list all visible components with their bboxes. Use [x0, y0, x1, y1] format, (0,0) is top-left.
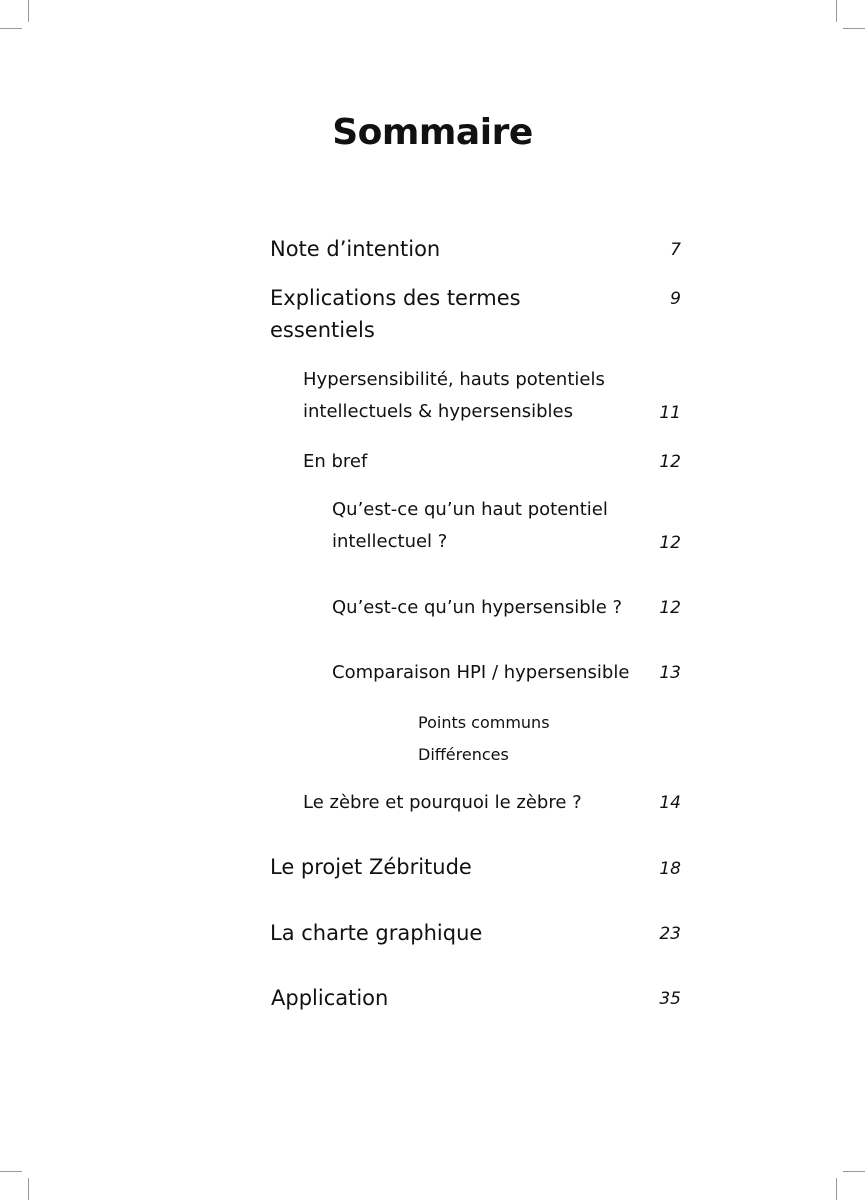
toc-entry-label: En bref [303, 451, 368, 472]
toc-entry-label: Comparaison HPI / hypersensible [332, 662, 630, 683]
toc-entry-en-bref[interactable] [303, 446, 367, 478]
toc-entry-label: Qu’est-ce qu’un haut potentiel [332, 499, 608, 520]
toc-page-number: 18 [659, 859, 681, 879]
toc-page-number: 12 [659, 598, 681, 618]
toc-entry-label: Différences [418, 745, 509, 764]
toc-entry-zebre[interactable] [303, 787, 582, 819]
toc-entry-hypersensibilite[interactable] [303, 364, 605, 428]
toc-entry-comparaison[interactable] [332, 657, 629, 689]
toc-page-number: 12 [659, 533, 681, 553]
toc-entry-points-communs[interactable] [418, 707, 550, 739]
toc-entry-explications[interactable] [270, 282, 521, 346]
toc-entry-note[interactable] [270, 233, 440, 265]
toc-page-number: 11 [659, 403, 681, 423]
toc-entry-label: Le zèbre et pourquoi le zèbre ? [303, 792, 582, 813]
page-title: Sommaire [332, 112, 533, 154]
toc-page-number: 13 [659, 663, 681, 683]
toc-entry-label: essentiels [270, 318, 375, 342]
toc-page-number: 7 [670, 240, 681, 260]
toc-entry-label: intellectuel ? [332, 531, 448, 552]
toc-entry-label: Note d’intention [270, 237, 441, 261]
toc-entry-application[interactable] [271, 982, 388, 1014]
toc-entry-label: intellectuels & hypersensibles [303, 401, 573, 422]
toc-entry-label: Application [271, 986, 389, 1010]
toc-page-number: 23 [659, 924, 681, 944]
toc-entry-hpi[interactable] [332, 494, 608, 558]
toc-page-number: 35 [659, 989, 681, 1009]
toc-entry-label: Le projet Zébritude [270, 855, 472, 879]
toc-entry-label: Qu’est-ce qu’un hypersensible ? [332, 597, 623, 618]
toc-page-number: 14 [659, 793, 681, 813]
toc-entry-hypersensible[interactable] [332, 592, 622, 624]
toc-entry-label: Hypersensibilité, hauts potentiels [303, 369, 605, 390]
toc-entry-label: La charte graphique [270, 921, 483, 945]
toc-entry-label: Explications des termes [270, 286, 521, 310]
toc-entry-label: Points communs [418, 713, 550, 732]
toc-entry-charte[interactable] [270, 917, 482, 949]
toc-page-number: 12 [659, 452, 681, 472]
toc-page-number: 9 [670, 289, 681, 309]
toc-entry-differences[interactable] [418, 739, 509, 771]
toc-entry-projet[interactable] [270, 851, 472, 883]
